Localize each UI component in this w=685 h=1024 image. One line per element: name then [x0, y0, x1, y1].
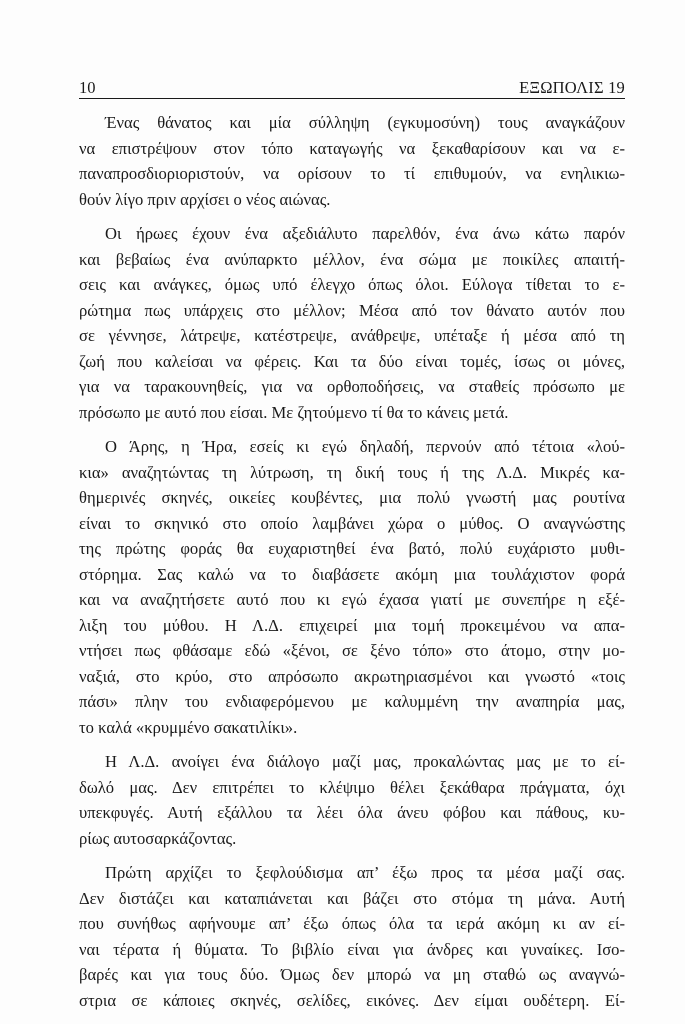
text-line: βαρές και για τους δύο. Όμως δεν μπορώ να μη σταθώ ως αναγνώ-: [79, 965, 625, 984]
text-line: ναξιά, στο κρύο, στο απρόσωπο ακρωτηριασμένοι και γνωστό «τοις: [79, 666, 625, 686]
text-line: κια» αναζητώντας τη λύτρωση, τη δική τους ή της Λ.Δ. Μικρές κα-: [79, 462, 625, 482]
body-text: [79, 110, 625, 1022]
text-line: ζωή που καλείσαι να φέρεις. Και τα δύο είναι τομές, ίσως οι μόνες,: [79, 351, 625, 371]
text-line: θημερινές σκηνές, οικείες κουβέντες, μια πολύ γνωστή μας ρουτίνα: [79, 488, 625, 507]
text-line: Η Λ.Δ. ανοίγει ένα διάλογο μαζί μας, προκαλώντας μας με το εί-: [105, 752, 625, 771]
text-line: και να αναζητήσετε αυτό που κι εγώ έχασα γιατί με συνεπήρε η εξέ-: [79, 590, 625, 609]
text-line: σε γέννησε, λάτρεψε, κατέστρεψε, ανάθρεψε, υπέταξε ή μέσα από τη: [79, 326, 625, 345]
text-line: ρώτημα πως υπάρχεις στο μέλλον; Μέσα από τον θάνατο αυτόν που: [79, 300, 625, 320]
text-line: στόρημα. Σας καλώ να το διαβάσετε ακόμη μια τουλάχιστον φορά: [79, 564, 625, 584]
journal-title: ΕΞΩΠΟΛΙΣ 19: [519, 78, 625, 97]
text-line: θούν λίγο πριν αρχίσει ο νέος αιώνας.: [79, 189, 331, 209]
header-rule: [79, 98, 625, 99]
text-line: και βεβαίως ένα ανύπαρκτο μέλλον, ένα σώμα με ποικίλες απαιτή-: [79, 249, 625, 269]
text-line: Ο Άρης, η Ήρα, εσείς κι εγώ δηλαδή, περνούν από τέτοια «λού-: [105, 437, 625, 456]
paragraph-3: [79, 434, 625, 740]
text-line: Πρώτη αρχίζει το ξεφλούδισμα απ’ έξω προς τα μέσα μαζί σας.: [105, 863, 625, 882]
text-line: της πρώτης φοράς θα ευχαριστηθεί ένα βατό, πολύ ευχάριστο μυθι-: [79, 539, 625, 558]
paragraph-5: [79, 860, 625, 1013]
text-line: το καλά «κρυμμένο σακατιλίκι».: [79, 717, 298, 737]
text-line: που συνήθως αφήνουμε απ’ έξω όπως όλα τα ιερά ακόμη κι αν εί-: [79, 914, 625, 933]
text-line: Ένας θάνατος και μία σύλληψη (εγκυμοσύνη) τους αναγκάζουν: [105, 113, 625, 132]
paragraph-4: [79, 749, 625, 851]
text-line: σεις και ανάγκες, όμως υπό έλεγχο όπως όλοι. Εύλογα τίθεται το ε-: [79, 275, 625, 294]
text-line: δωλό μας. Δεν επιτρέπει το κλέψιμο θέλει ξεκάθαρα πράγματα, όχι: [79, 777, 625, 797]
running-header: [79, 78, 625, 98]
text-line: στρια σε κάποιες σκηνές, σελίδες, εικόνες. Δεν είμαι ουδέτερη. Εί-: [79, 990, 625, 1010]
text-line: παναπροσδιοριοριστούν, να ορίσουν το τί επιθυμούν, να ενηλικιω-: [79, 164, 625, 183]
text-line: πρόσωπο με αυτό που είσαι. Με ζητούμενο τί θα το κάνεις μετά.: [79, 402, 509, 422]
text-line: για να ταρακουνηθείς, για να ορθοποδήσεις, να σταθείς πρόσωπο με: [79, 377, 625, 396]
text-line: Οι ήρωες έχουν ένα αξεδιάλυτο παρελθόν, ένα άνω κάτω παρόν: [105, 224, 625, 243]
text-line: ντήσει πως φθάσαμε εδώ «ξένοι, σε ξένο τόπο» στο άτομο, στην μο-: [79, 641, 625, 660]
text-line: είναι το σκηνικό στο οποίο λαμβάνει χώρα ο μύθος. Ο αναγνώστης: [79, 513, 625, 533]
text-line: πάσι» πλην του ενδιαφερόμενου με καλυμμένη την αναπηρία μας,: [79, 692, 625, 711]
text-line: Δεν διστάζει και καταπιάνεται και βάζει στο στόμα τη μάνα. Αυτή: [79, 888, 625, 908]
text-line: ρίως αυτοσαρκάζοντας.: [79, 828, 237, 848]
page-number: 10: [79, 78, 96, 97]
text-line: υπεκφυγές. Αυτή εξάλλου τα λέει όλα άνευ φόβου και πάθους, κυ-: [79, 803, 625, 822]
text-line: να επιστρέψουν στον τόπο καταγωγής να ξεκαθαρίσουν και να ε-: [79, 138, 625, 158]
text-line: λιξη του μύθου. Η Λ.Δ. επιχειρεί μια τομή προκειμένου να απα-: [79, 615, 625, 635]
paragraph-1: [79, 110, 625, 212]
paragraph-2: [79, 221, 625, 425]
text-line: ναι τέρατα ή θύματα. Το βιβλίο είναι για άνδρες και γυναίκες. Ισο-: [79, 939, 625, 959]
